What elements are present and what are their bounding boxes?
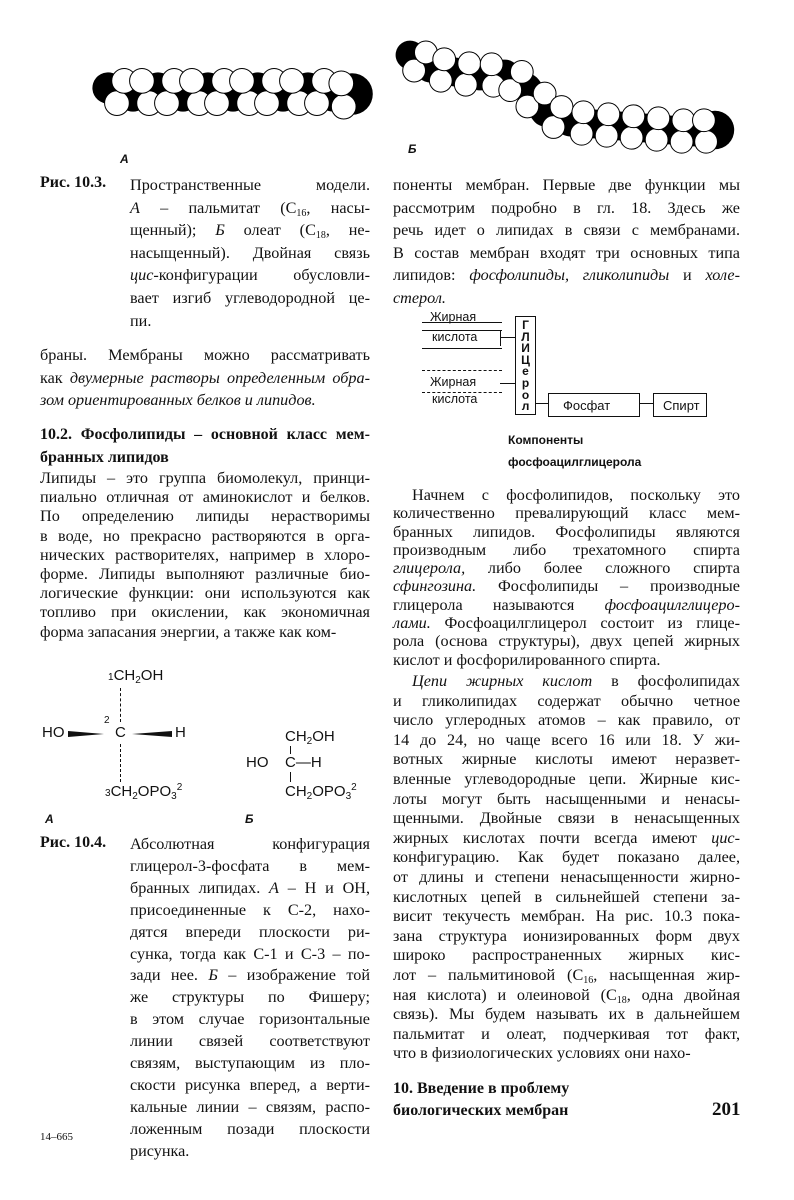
paragraph <box>393 486 740 669</box>
text-line: глицерола называются фосфоацилглицеро- <box>393 595 740 614</box>
text-fragment: 2 <box>306 736 313 747</box>
phosphate-box <box>548 393 640 417</box>
hydrogen-atom <box>693 109 716 132</box>
hydrogen-atom <box>130 69 155 94</box>
hydrogen-atom <box>550 96 573 119</box>
italic-text: фосфоацилглицеро- <box>604 595 740 614</box>
glycerol-box <box>515 316 536 415</box>
text-line: бранных липидах. А – H и OH, <box>130 878 370 897</box>
text-line: щенный); Б олеат ($C_{18}$, не- <box>130 221 370 242</box>
text-fragment: 2 <box>135 675 141 686</box>
text-line: щенными. Двойные связи в ненасыщенных <box>393 809 740 828</box>
formula-ch: C—H <box>285 754 322 771</box>
italic-text: цис <box>711 828 735 847</box>
italic-text: двумерные растворы определенным обра- <box>69 368 370 387</box>
text-line: поненты мембран. Первые две функции мы <box>393 176 740 194</box>
text-line: присоединенные к С-2, нахо- <box>130 900 370 919</box>
formula-h: H <box>175 724 186 741</box>
italic-text: фосфолипиды, гликолипиды <box>469 266 670 285</box>
figure-caption-label: Рис. 10.3. <box>40 174 107 191</box>
text-line: число углеродных атомов – как правило, от <box>393 711 740 730</box>
italic-text: лами. <box>393 614 431 633</box>
text-line: пи. <box>130 311 152 330</box>
text-fragment: 18 <box>616 994 627 1006</box>
text-line: сфингозина. Фосфолипиды – производные <box>393 577 740 596</box>
text-line: вотных жирные кислоты имеют неразвет- <box>393 750 740 769</box>
text-line: А – пальмитат ($C_{16}$, насы- <box>130 198 370 219</box>
text-line: лот – пальмитиновой ($C_{16}$, насыщенная жир- <box>393 965 740 986</box>
paragraph <box>393 672 740 1064</box>
hydrogen-atom <box>647 107 670 130</box>
text-line: глицерола, либо более сложного спирта <box>393 559 740 578</box>
text-line: ложенным позади плоскости <box>130 1119 370 1138</box>
glycerol-letter: р <box>521 375 530 390</box>
oleate-model <box>385 30 735 180</box>
heading-line: 10.2. Фосфолипиды – основной класс мем- <box>40 426 370 443</box>
text-line: широко распространенных жирных кис- <box>393 946 740 965</box>
hydrogen-atom <box>542 116 565 139</box>
text-line: от длины и степени ненасыщенности жирно- <box>393 867 740 886</box>
text-line: Липиды – это группа биомолекул, принци- <box>40 469 370 487</box>
text-fragment: 1 <box>108 672 114 683</box>
italic-text: Цепи жирных кислот <box>412 672 593 690</box>
text-line: нических растворителях, например в хлоро- <box>40 545 370 564</box>
figure-label-b: Б <box>245 812 254 826</box>
text-line: связь). Мы будем называть их в дальнейшем <box>393 1005 740 1024</box>
text-line: в этом случае горизонтальные <box>130 1010 370 1029</box>
text-line: рассмотрим подробно в гл. 18. Здесь же <box>393 198 740 217</box>
formula-ch2oh: $CH_2OH$ <box>285 728 335 747</box>
figure-10-4-caption <box>130 834 370 1163</box>
text-fragment: 3 <box>345 791 352 802</box>
hydrogen-atom <box>480 53 503 76</box>
text-line: браны. Мембраны можно рассматривать <box>40 346 370 364</box>
hydrogen-atom <box>180 69 205 94</box>
text-line: Абсолютная конфигурация <box>130 835 370 853</box>
text-fragment: 2 <box>176 782 183 793</box>
text-line: цис-конфигурации обусловли- <box>130 266 370 285</box>
italic-text: глицерола, <box>393 559 466 578</box>
text-line: количественно превалирующий класс мем- <box>393 504 740 523</box>
text-line: Начнем с фосфолипидов, поскольку это <box>412 486 740 504</box>
text-fragment: 18 <box>315 230 326 242</box>
text-fragment: 16 <box>296 207 307 219</box>
hydrogen-atom <box>429 69 452 92</box>
text-line: рола (основа структуры), двух цепей жирных <box>393 632 740 651</box>
text-line: Пространственные модели. <box>130 176 370 194</box>
text-line: форме. Липиды выполняют различные био- <box>40 565 370 584</box>
text-line: сунка, тогда как С-1 и С-3 – по- <box>130 944 370 963</box>
alcohol-label: Спирт <box>663 398 700 413</box>
text-line: связям, выступающим из пло- <box>130 1054 370 1073</box>
figure-caption-label: Рис. 10.4. <box>40 834 107 851</box>
text-fragment: 2 <box>132 791 138 802</box>
glycerol-letter: е <box>522 364 529 379</box>
text-line: По определению липиды нерастворимы <box>40 507 370 526</box>
hydrogen-atom <box>695 130 718 153</box>
hydrogen-atom <box>454 73 477 96</box>
alcohol-box <box>653 393 707 417</box>
figure-label-a: А <box>45 812 54 826</box>
hydrogen-atom <box>597 103 620 126</box>
glycerol-letter: о <box>521 387 530 402</box>
formula-ch2opo3: $3CH_2OPO_3^2$ <box>105 782 183 802</box>
hydrogen-atom <box>205 91 230 116</box>
hydrogen-atom <box>670 130 693 153</box>
text-line: и гликолипидах содержат обычно четное <box>393 691 740 710</box>
text-fragment: 2 <box>306 791 313 802</box>
chapter-title: 10. Введение в проблему <box>393 1080 570 1097</box>
carbon-number: 2 <box>104 715 110 726</box>
text-line: топливо при окислении, как экономичная <box>40 603 370 622</box>
text-fragment: 3 <box>105 788 111 799</box>
text-line: Цепи жирных кислот в фосфолипидах <box>412 672 740 690</box>
carbon-atom: C <box>115 724 126 741</box>
text-line: форма запасания энергии, а также как ком- <box>40 622 337 641</box>
text-line: кальные линии – связям, распо- <box>130 1097 370 1116</box>
diagram-caption: фосфоацилглицерола <box>508 455 642 469</box>
text-line: производным либо трехатомного спирта <box>393 540 740 559</box>
hydrogen-atom <box>570 122 593 145</box>
heading-line: бранных липидов <box>40 448 169 466</box>
wedge-bond <box>68 731 104 737</box>
text-line: же структуры по Фишеру; <box>130 988 370 1007</box>
running-footer <box>393 1078 569 1122</box>
paragraph <box>40 344 370 412</box>
text-line: зана структура ионизированных форм двух <box>393 926 740 945</box>
hydrogen-atom <box>280 69 305 94</box>
text-fragment: 16 <box>583 974 594 986</box>
fatty-acid-label: Жирная <box>430 375 477 389</box>
text-fragment: 3 <box>171 791 177 802</box>
text-line <box>40 389 370 412</box>
italic-text: А <box>130 198 140 217</box>
italic-text: холе- <box>705 266 740 285</box>
text-line: конфигурацию. Как будет показано далее, <box>393 848 740 867</box>
text-line: вает изгиб углеводородной це- <box>130 288 370 307</box>
italic-text: А <box>269 878 279 897</box>
printer-signature: 14–665 <box>40 1131 73 1143</box>
text-line: кислот и фосфорилированного спирта. <box>393 650 661 669</box>
italic-text: сфингозина. <box>393 577 477 596</box>
hydrogen-atom <box>255 91 280 116</box>
text-line: кислотных цепей в сильнейшей степени за- <box>393 887 740 906</box>
text-line: глицерол-3-фосфата в мем- <box>130 856 370 875</box>
text-line: пиально отличная от аминокислот и белков. <box>40 488 370 507</box>
hydrogen-atom <box>331 94 356 119</box>
hydrogen-atom <box>595 124 618 147</box>
hydrogen-atom <box>510 60 533 83</box>
text-line: В состав мембран входят три основных типа <box>393 243 740 262</box>
diagram-caption: Компоненты <box>508 433 584 447</box>
palmitate-model <box>90 60 380 150</box>
glycerol-letter: Ц <box>521 352 530 367</box>
text-line: дятся впереди плоскости ри- <box>130 922 370 941</box>
fatty-acid-label: кислота <box>432 392 478 406</box>
fatty-acid-label: кислота <box>432 330 478 344</box>
figure-10-3-caption <box>130 174 370 332</box>
text-line: жирных кислотах почти всегда имеют цис- <box>393 828 740 847</box>
text-line: 14 до 24, но чаще всего 16 или 18. У жи- <box>393 730 740 749</box>
hydrogen-atom <box>433 48 456 71</box>
text-fragment: 2 <box>351 782 357 793</box>
hydrogen-atom <box>329 71 354 96</box>
formula-ch2oh: $1CH_2OH$ <box>108 667 164 686</box>
text-line <box>393 287 740 310</box>
text-line: пальмитат и олеат, подчеркивая тот факт, <box>393 1024 740 1043</box>
wedge-bond <box>132 731 172 737</box>
glycerol-letter: Л <box>521 329 530 344</box>
formula-ch2opo3: $CH_2OPO_3^2$ <box>285 782 357 802</box>
text-line: насыщенный). Двойная связь <box>130 243 370 262</box>
glycerol-letter: л <box>521 399 530 414</box>
formula-ho: HO <box>246 754 269 771</box>
hydrogen-atom <box>105 91 130 116</box>
text-line: в воде, но прекрасно растворяются в орга- <box>40 526 370 545</box>
hydrogen-atom <box>645 128 668 151</box>
text-line: как двумерные растворы определенным обра- <box>40 368 370 387</box>
hydrogen-atom <box>572 101 595 124</box>
text-line: вленные углеводородные цепи. Жирные кис- <box>393 769 740 788</box>
text-line: логические функции: они используются как <box>40 584 370 603</box>
text-line: ная кислота) и олеиновой ($C_{18}$, одна двойная <box>393 985 741 1006</box>
hydrogen-atom <box>620 126 643 149</box>
glycerol-letter: Г <box>522 318 529 332</box>
italic-text: Б <box>215 221 225 240</box>
text-line: скости рисунка вперед, а верти- <box>130 1075 370 1094</box>
text-line: висит текучесть мембран. На рис. 10.3 пока- <box>393 907 740 926</box>
figure-label-b: Б <box>408 142 417 156</box>
text-line: лоты могут быть насыщенными и ненасы- <box>393 789 740 808</box>
phosphate-label: Фосфат <box>563 398 611 413</box>
hydrogen-atom <box>305 91 330 116</box>
hydrogen-atom <box>458 52 481 75</box>
text-line: линии связей соответствуют <box>130 1032 370 1051</box>
text-line: бранных липидов. Фосфолипиды являются <box>393 522 740 541</box>
text-line: что в физиологических условиях они нахо- <box>393 1044 691 1063</box>
italic-text: стерол. <box>393 288 446 307</box>
formula-ho: HO <box>42 724 65 741</box>
text-line: речь идет о липидах в связи с мембранами. <box>393 221 740 240</box>
paragraph <box>40 469 370 642</box>
glycerol-letter: И <box>521 341 530 356</box>
section-heading <box>40 424 370 469</box>
chapter-title: биологических мембран <box>393 1102 569 1119</box>
italic-text: зом ориентированных белков и липидов. <box>40 391 316 410</box>
hydrogen-atom <box>622 105 645 128</box>
italic-text: цис <box>130 266 154 285</box>
fatty-acid-label: Жирная <box>430 310 477 324</box>
hydrogen-atom <box>672 109 695 132</box>
text-line: липидов: фосфолипиды, гликолипиды и холе- <box>393 266 740 285</box>
page-number: 201 <box>712 1099 741 1120</box>
paragraph <box>393 174 740 310</box>
text-line: зади нее. Б – изображение той <box>130 966 370 985</box>
text-line: лами. Фосфоацилглицерол состоит из глице- <box>393 614 740 633</box>
figure-label-a: А <box>120 152 129 166</box>
hydrogen-atom <box>230 69 255 94</box>
hydrogen-atom <box>155 91 180 116</box>
text-line: рисунка. <box>130 1141 190 1160</box>
italic-text: Б <box>208 966 218 985</box>
